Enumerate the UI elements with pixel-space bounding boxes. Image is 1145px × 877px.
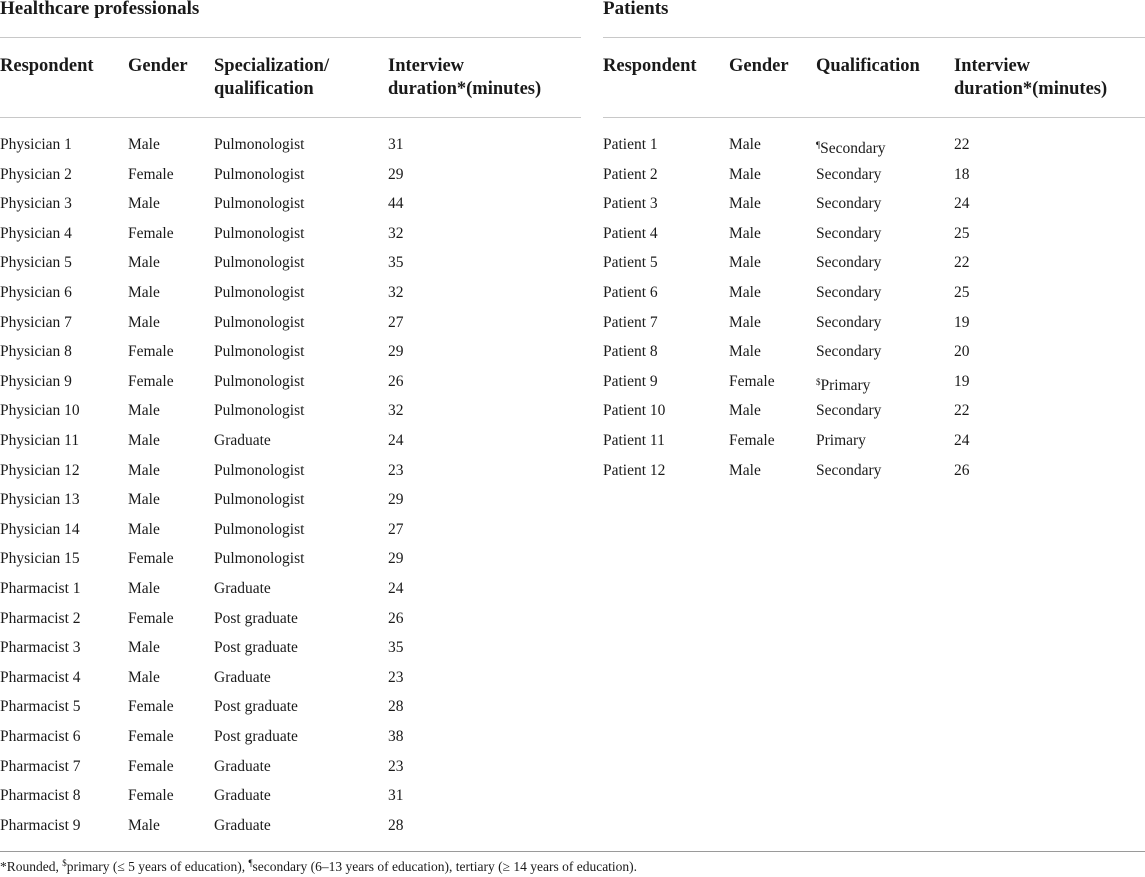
hcp-respondent-cell: Physician 1 [0, 136, 72, 153]
hcp-gender-cell: Female [128, 758, 174, 775]
patients-duration-cell: 25 [954, 284, 970, 301]
patients-top-rule [603, 37, 1145, 38]
hcp-gender-cell: Female [128, 166, 174, 183]
hcp-gender-cell: Male [128, 432, 160, 449]
hcp-specialization-cell: Pulmonologist [214, 254, 305, 271]
patients-qualification-cell: Secondary [816, 195, 882, 212]
hcp-specialization-cell: Graduate [214, 669, 271, 686]
hcp-duration-cell: 32 [388, 284, 404, 301]
hcp-specialization-cell: Post graduate [214, 639, 298, 656]
patients-respondent-cell: Patient 2 [603, 166, 658, 183]
hcp-duration-cell: 28 [388, 817, 404, 834]
hcp-respondent-cell: Pharmacist 8 [0, 787, 81, 804]
patients-gender-cell: Male [729, 166, 761, 183]
hcp-duration-cell: 38 [388, 728, 404, 745]
hcp-specialization-cell: Pulmonologist [214, 166, 305, 183]
patients-qualification-cell: Secondary [816, 166, 882, 183]
hcp-gender-cell: Male [128, 491, 160, 508]
hcp-specialization-cell: Graduate [214, 432, 271, 449]
patients-qualification-cell [816, 136, 886, 158]
hcp-respondent-cell: Physician 10 [0, 402, 80, 419]
patients-gender-cell: Male [729, 284, 761, 301]
hcp-respondent-cell: Pharmacist 1 [0, 580, 81, 597]
hcp-header-specialization-line2: qualification [214, 79, 314, 99]
hcp-header-rule [0, 117, 581, 118]
hcp-section-title: Healthcare professionals [0, 0, 200, 19]
hcp-respondent-cell: Physician 4 [0, 225, 72, 242]
hcp-gender-cell: Male [128, 254, 160, 271]
hcp-gender-cell: Female [128, 225, 174, 242]
hcp-duration-cell: 24 [388, 432, 404, 449]
hcp-duration-cell: 29 [388, 491, 404, 508]
hcp-duration-cell: 26 [388, 610, 404, 627]
hcp-gender-cell: Male [128, 402, 160, 419]
hcp-gender-cell: Male [128, 314, 160, 331]
hcp-gender-cell: Male [128, 284, 160, 301]
hcp-respondent-cell: Physician 7 [0, 314, 72, 331]
hcp-specialization-cell: Pulmonologist [214, 195, 305, 212]
hcp-duration-cell: 35 [388, 639, 404, 656]
footnote-mark-dollar: $ [62, 858, 67, 868]
hcp-gender-cell: Male [128, 580, 160, 597]
hcp-gender-cell: Male [128, 817, 160, 834]
patients-respondent-cell: Patient 6 [603, 284, 658, 301]
patients-header-respondent: Respondent [603, 56, 697, 76]
hcp-duration-cell: 32 [388, 225, 404, 242]
patients-header-rule [603, 117, 1145, 118]
hcp-gender-cell: Male [128, 462, 160, 479]
qualification-footnote-mark: ¶ [816, 140, 821, 150]
hcp-duration-cell: 26 [388, 373, 404, 390]
patients-qualification-cell: Secondary [816, 284, 882, 301]
hcp-gender-cell: Male [128, 639, 160, 656]
patients-respondent-cell: Patient 10 [603, 402, 666, 419]
patients-gender-cell: Male [729, 225, 761, 242]
hcp-respondent-cell: Pharmacist 5 [0, 698, 81, 715]
hcp-specialization-cell: Post graduate [214, 728, 298, 745]
hcp-gender-cell: Female [128, 610, 174, 627]
patients-duration-cell: 20 [954, 343, 970, 360]
patients-duration-cell: 18 [954, 166, 970, 183]
patients-respondent-cell: Patient 4 [603, 225, 658, 242]
hcp-respondent-cell: Physician 15 [0, 550, 80, 567]
hcp-respondent-cell: Physician 3 [0, 195, 72, 212]
hcp-specialization-cell: Graduate [214, 580, 271, 597]
hcp-respondent-cell: Physician 6 [0, 284, 72, 301]
hcp-specialization-cell: Pulmonologist [214, 314, 305, 331]
patients-header-duration-line1: Interview [954, 56, 1031, 76]
patients-gender-cell: Male [729, 314, 761, 331]
hcp-respondent-cell: Pharmacist 7 [0, 758, 81, 775]
footnote-part3: secondary (6–13 years of education), tertiary (≥ 14 years of education). [252, 859, 638, 874]
hcp-duration-cell: 29 [388, 343, 404, 360]
patients-header-duration [954, 55, 1107, 101]
hcp-specialization-cell: Graduate [214, 817, 271, 834]
hcp-duration-cell: 23 [388, 758, 404, 775]
hcp-gender-cell: Male [128, 195, 160, 212]
hcp-duration-cell: 29 [388, 166, 404, 183]
patients-gender-cell: Male [729, 136, 761, 153]
patients-respondent-cell: Patient 11 [603, 432, 665, 449]
patients-gender-cell: Female [729, 373, 775, 390]
hcp-duration-cell: 31 [388, 787, 404, 804]
hcp-respondent-cell: Pharmacist 2 [0, 610, 81, 627]
patients-respondent-cell: Patient 5 [603, 254, 658, 271]
hcp-duration-cell: 23 [388, 462, 404, 479]
hcp-duration-cell: 32 [388, 402, 404, 419]
patients-qualification-cell [816, 373, 870, 395]
hcp-respondent-cell: Pharmacist 9 [0, 817, 81, 834]
patients-qualification-cell: Primary [816, 432, 866, 449]
patients-respondent-cell: Patient 12 [603, 462, 666, 479]
patients-respondent-cell: Patient 9 [603, 373, 658, 390]
patients-respondent-cell: Patient 8 [603, 343, 658, 360]
patients-duration-cell: 19 [954, 314, 970, 331]
hcp-specialization-cell: Pulmonologist [214, 343, 305, 360]
patients-qualification-cell: Secondary [816, 343, 882, 360]
hcp-respondent-cell: Physician 5 [0, 254, 72, 271]
footnote [0, 858, 637, 875]
hcp-duration-cell: 35 [388, 254, 404, 271]
hcp-respondent-cell: Physician 8 [0, 343, 72, 360]
hcp-respondent-cell: Physician 12 [0, 462, 80, 479]
patients-header-gender: Gender [729, 56, 789, 76]
hcp-duration-cell: 24 [388, 580, 404, 597]
qualification-text: Primary [820, 377, 871, 394]
hcp-duration-cell: 29 [388, 550, 404, 567]
patients-gender-cell: Male [729, 462, 761, 479]
patients-qualification-cell: Secondary [816, 314, 882, 331]
patients-header-qualification: Qualification [816, 56, 920, 76]
qualification-footnote-mark: $ [816, 377, 821, 387]
patients-gender-cell: Male [729, 254, 761, 271]
hcp-specialization-cell: Pulmonologist [214, 491, 305, 508]
hcp-respondent-cell: Pharmacist 6 [0, 728, 81, 745]
hcp-duration-cell: 31 [388, 136, 404, 153]
hcp-respondent-cell: Pharmacist 4 [0, 669, 81, 686]
hcp-gender-cell: Male [128, 136, 160, 153]
hcp-specialization-cell: Pulmonologist [214, 550, 305, 567]
patients-respondent-cell: Patient 3 [603, 195, 658, 212]
hcp-specialization-cell: Pulmonologist [214, 373, 305, 390]
hcp-duration-cell: 27 [388, 521, 404, 538]
qualification-text: Secondary [820, 140, 886, 157]
hcp-gender-cell: Female [128, 787, 174, 804]
patients-duration-cell: 22 [954, 402, 970, 419]
footnote-part1: *Rounded, [0, 859, 63, 874]
hcp-duration-cell: 27 [388, 314, 404, 331]
patients-respondent-cell: Patient 7 [603, 314, 658, 331]
patients-gender-cell: Male [729, 343, 761, 360]
patients-duration-cell: 25 [954, 225, 970, 242]
hcp-top-rule [0, 37, 581, 38]
patients-duration-cell: 22 [954, 136, 970, 153]
patients-gender-cell: Male [729, 195, 761, 212]
hcp-header-duration-line2: duration*(minutes) [388, 79, 542, 99]
table-bottom-rule [0, 851, 1145, 852]
hcp-respondent-cell: Physician 9 [0, 373, 72, 390]
patients-qualification-cell: Secondary [816, 462, 882, 479]
hcp-gender-cell: Female [128, 728, 174, 745]
hcp-gender-cell: Female [128, 373, 174, 390]
hcp-header-gender: Gender [128, 56, 188, 76]
hcp-specialization-cell: Post graduate [214, 698, 298, 715]
hcp-gender-cell: Female [128, 343, 174, 360]
patients-duration-cell: 24 [954, 432, 970, 449]
hcp-duration-cell: 44 [388, 195, 404, 212]
patients-header-duration-line2: duration*(minutes) [954, 79, 1108, 99]
hcp-respondent-cell: Physician 11 [0, 432, 80, 449]
hcp-specialization-cell: Pulmonologist [214, 225, 305, 242]
hcp-specialization-cell: Post graduate [214, 610, 298, 627]
hcp-header-respondent: Respondent [0, 56, 94, 76]
hcp-specialization-cell: Pulmonologist [214, 462, 305, 479]
patients-qualification-cell: Secondary [816, 402, 882, 419]
patients-duration-cell: 22 [954, 254, 970, 271]
patients-duration-cell: 24 [954, 195, 970, 212]
footnote-part2: primary (≤ 5 years of education), [66, 859, 249, 874]
hcp-header-duration-line1: Interview [388, 56, 465, 76]
patients-section-title: Patients [603, 0, 669, 19]
hcp-respondent-cell: Physician 2 [0, 166, 72, 183]
hcp-specialization-cell: Pulmonologist [214, 136, 305, 153]
hcp-duration-cell: 28 [388, 698, 404, 715]
hcp-respondent-cell: Physician 13 [0, 491, 80, 508]
hcp-specialization-cell: Graduate [214, 758, 271, 775]
hcp-header-specialization-line1: Specialization/ [214, 56, 330, 76]
hcp-respondent-cell: Pharmacist 3 [0, 639, 81, 656]
hcp-header-duration [388, 55, 541, 101]
hcp-specialization-cell: Graduate [214, 787, 271, 804]
hcp-gender-cell: Male [128, 669, 160, 686]
footnote-mark-pilcrow: ¶ [248, 858, 253, 868]
patients-duration-cell: 19 [954, 373, 970, 390]
patients-duration-cell: 26 [954, 462, 970, 479]
hcp-gender-cell: Female [128, 550, 174, 567]
hcp-duration-cell: 23 [388, 669, 404, 686]
hcp-specialization-cell: Pulmonologist [214, 284, 305, 301]
patients-gender-cell: Male [729, 402, 761, 419]
hcp-header-specialization [214, 55, 329, 101]
hcp-gender-cell: Male [128, 521, 160, 538]
patients-gender-cell: Female [729, 432, 775, 449]
hcp-specialization-cell: Pulmonologist [214, 521, 305, 538]
hcp-gender-cell: Female [128, 698, 174, 715]
patients-qualification-cell: Secondary [816, 225, 882, 242]
hcp-specialization-cell: Pulmonologist [214, 402, 305, 419]
patients-qualification-cell: Secondary [816, 254, 882, 271]
patients-respondent-cell: Patient 1 [603, 136, 658, 153]
hcp-respondent-cell: Physician 14 [0, 521, 80, 538]
